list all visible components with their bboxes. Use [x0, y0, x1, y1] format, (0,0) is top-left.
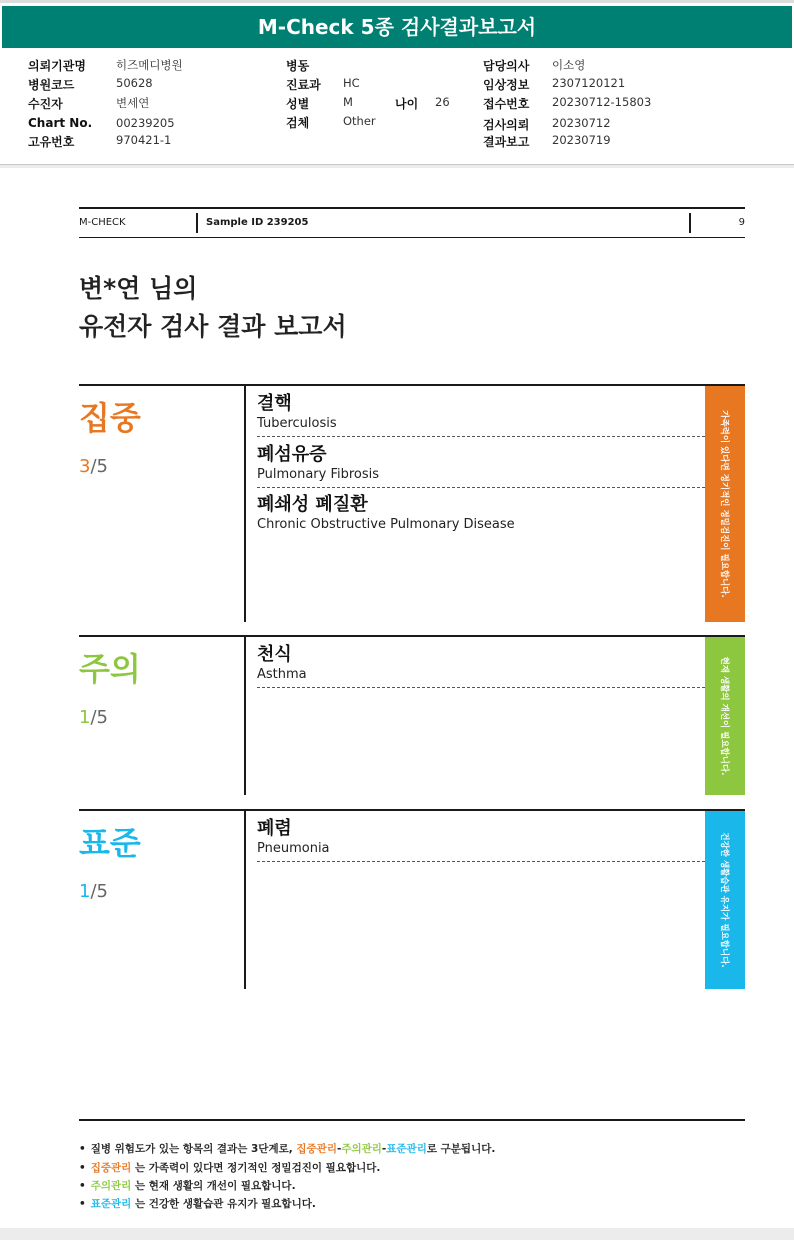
top-border [0, 0, 794, 3]
department-label: 진료과 [286, 78, 321, 92]
sex-value: M [343, 95, 353, 109]
specimen-label: 검체 [286, 116, 310, 130]
disease-name-ko: 폐쇄성 폐질환 [257, 494, 368, 515]
chart-no-label: Chart No. [28, 116, 93, 130]
disease-item [257, 443, 705, 488]
result-date-value: 20230719 [552, 133, 611, 147]
section-divider [244, 811, 246, 989]
section-standard [79, 809, 745, 989]
caution-side-bar [705, 637, 745, 795]
chart-no-value: 00239205 [116, 116, 175, 130]
header-separator [689, 213, 691, 233]
section-divider [244, 386, 246, 622]
request-date-label: 검사의뢰 [483, 118, 530, 132]
result-date-label: 결과보고 [483, 135, 530, 149]
clinical-info-label: 임상정보 [483, 78, 530, 92]
footer-notes [79, 1119, 745, 1210]
focus-side-bar [705, 386, 745, 622]
specimen-value: Other [343, 114, 376, 128]
department-value: HC [343, 76, 360, 90]
hospital-code-value: 50628 [116, 76, 153, 90]
disease-name-en: Chronic Obstructive Pulmonary Disease [257, 517, 515, 532]
patient-info-block [0, 52, 794, 165]
divider-band [0, 165, 794, 168]
section-count [79, 456, 108, 477]
note-line: • 주의관리 는 현재 생활의 개선이 필요합니다. [79, 1180, 296, 1192]
unique-id-label: 고유번호 [28, 135, 75, 149]
disease-item [257, 392, 705, 437]
count-number: 1 [79, 707, 91, 728]
disease-name-ko: 천식 [257, 644, 292, 665]
count-number: 1 [79, 881, 91, 902]
doctor-value: 이소영 [552, 58, 586, 72]
section-name: 표준 [79, 824, 141, 862]
page-header [79, 207, 745, 238]
disease-item [257, 493, 705, 537]
receipt-no-value: 20230712-15803 [552, 95, 652, 109]
disease-name-en: Asthma [257, 667, 307, 682]
note-line: • 집중관리 는 가족력이 있다면 정기적인 정밀검진이 필요합니다. [79, 1162, 381, 1174]
count-total: /5 [90, 707, 108, 728]
section-divider [244, 637, 246, 795]
count-total: /5 [90, 456, 108, 477]
ward-label: 병동 [286, 59, 310, 73]
disease-name-en: Tuberculosis [257, 416, 337, 431]
disease-item [257, 643, 705, 688]
unique-id-value: 970421-1 [116, 133, 172, 147]
doctor-label: 담당의사 [483, 59, 530, 73]
hospital-label: 의뢰기관명 [28, 59, 86, 73]
age-label: 나이 [395, 97, 419, 111]
note-line: • 표준관리 는 건강한 생활습관 유지가 필요합니다. [79, 1198, 316, 1210]
count-total: /5 [90, 881, 108, 902]
section-focus [79, 384, 745, 622]
disease-name-ko: 폐렴 [257, 818, 292, 839]
report-title-bar [2, 6, 792, 48]
section-count [79, 707, 108, 728]
hospital-value: 히즈메디병원 [116, 58, 183, 72]
main-title-line2: 유전자 검사 결과 보고서 [79, 312, 347, 341]
section-name: 집중 [79, 399, 141, 437]
page-number: 9 [738, 217, 745, 228]
main-title [79, 270, 347, 346]
side-note: 건강한 생활습관 유지가 필요합니다. [719, 832, 729, 968]
receipt-no-label: 접수번호 [483, 97, 530, 111]
note-line: • 질병 위험도가 있는 항목의 결과는 3단계로, 집중관리-주의관리-표준관리로 구분됩니다. [79, 1143, 496, 1155]
disease-name-en: Pneumonia [257, 841, 330, 856]
side-note: 현재 생활의 개선이 필요합니다. [719, 656, 729, 776]
disease-item [257, 817, 705, 862]
disease-name-ko: 폐섬유증 [257, 444, 327, 465]
patient-label: 수진자 [28, 97, 63, 111]
disease-name-ko: 결핵 [257, 393, 292, 414]
side-note: 가족력이 있다면 정기적인 정밀검진이 필요합니다. [719, 410, 729, 598]
standard-side-bar [705, 811, 745, 989]
hospital-code-label: 병원코드 [28, 78, 75, 92]
header-separator [196, 213, 198, 233]
section-count [79, 881, 108, 902]
report-title: M-Check 5종 검사결과보고서 [257, 15, 537, 39]
clinical-info-value: 2307120121 [552, 76, 626, 90]
request-date-value: 20230712 [552, 116, 611, 130]
patient-value: 변세연 [116, 96, 150, 110]
sample-id: Sample ID 239205 [206, 217, 309, 228]
main-title-line1: 변*연 님의 [79, 274, 198, 303]
brand-label: M-CHECK [79, 217, 126, 228]
section-caution [79, 635, 745, 795]
section-name: 주의 [79, 650, 141, 688]
disease-name-en: Pulmonary Fibrosis [257, 467, 380, 482]
age-value: 26 [435, 95, 450, 109]
count-number: 3 [79, 456, 91, 477]
bottom-band [0, 1228, 794, 1240]
sex-label: 성별 [286, 97, 310, 111]
